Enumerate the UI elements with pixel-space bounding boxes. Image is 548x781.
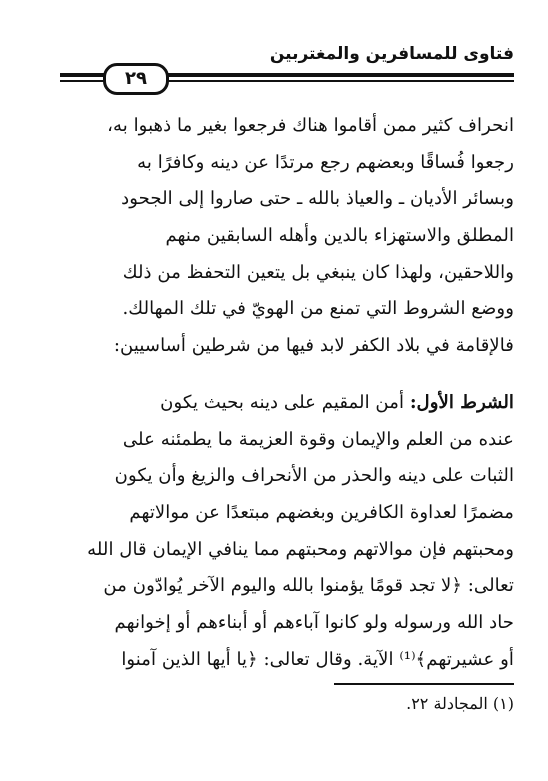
text-line: تعالى: ﴿لا تجد قومًا يؤمنوا بالله واليوم الآخر يُوادّون من [103,575,514,597]
text-line: ووضع الشروط التي تمنع من الهويّ في تلك المهالك. [122,298,514,320]
text-line: ومحبتهم فإن موالاتهم ومحبتهم مما ينافي الإيمان قال الله [87,538,514,560]
text-line: واللاحقين، ولهذا كان ينبغي بل يتعين التحفظ من ذلك [122,261,514,283]
page-number-badge: ٢٩ [103,63,169,95]
running-header-title: فتاوى للمسافرين والمغتربين [269,44,514,64]
condition-first-line-text: أمن المقيم على دينه بحيث يكون [160,391,405,413]
main-text [36,108,514,678]
text-line: أو عشيرتهم﴾⁽¹⁾ الآية. وقال تعالى: ﴿يا أيها الذين آمنوا [121,648,514,670]
text-line: انحراف كثير ممن أقاموا هناك فرجعوا بغير ما ذهبوا به، [107,115,514,136]
paragraph-intro-conditions: فالإقامة في بلاد الكفر لابد فيها من شرطين أساسيين: [113,335,514,357]
text-line: وبسائر الأديان ـ والعياذ بالله ـ حتى صاروا إلى الجحود [121,188,514,210]
footnote: (١) المجادلة ٢٢. [406,694,514,713]
text-line: حاد الله ورسوله ولو كانوا آباءهم أو أبناءهم أو إخوانهم [114,611,514,633]
text-line: مضمرًا لعداوة الكافرين وبغضهم مبتعدًا عن موالاتهم [129,501,514,523]
condition-first-line [36,385,514,422]
text-line: رجعوا فُساقًا وبعضهم رجع مرتدًا عن دينه وكافرًا به [137,151,514,173]
footnote-separator [334,683,514,685]
text-line: عنده من العلم والإيمان وقوة العزيمة ما يطمئنه على [122,428,514,450]
text-line: المطلق والاستهزاء بالدين وأهله السابقين منهم [165,225,514,247]
text-line: الثبات على دينه والحذر من الأنحراف والزيغ وأن يكون [114,465,514,487]
paragraph-gap [36,365,514,385]
condition-heading: الشرط الأول: [409,391,514,413]
